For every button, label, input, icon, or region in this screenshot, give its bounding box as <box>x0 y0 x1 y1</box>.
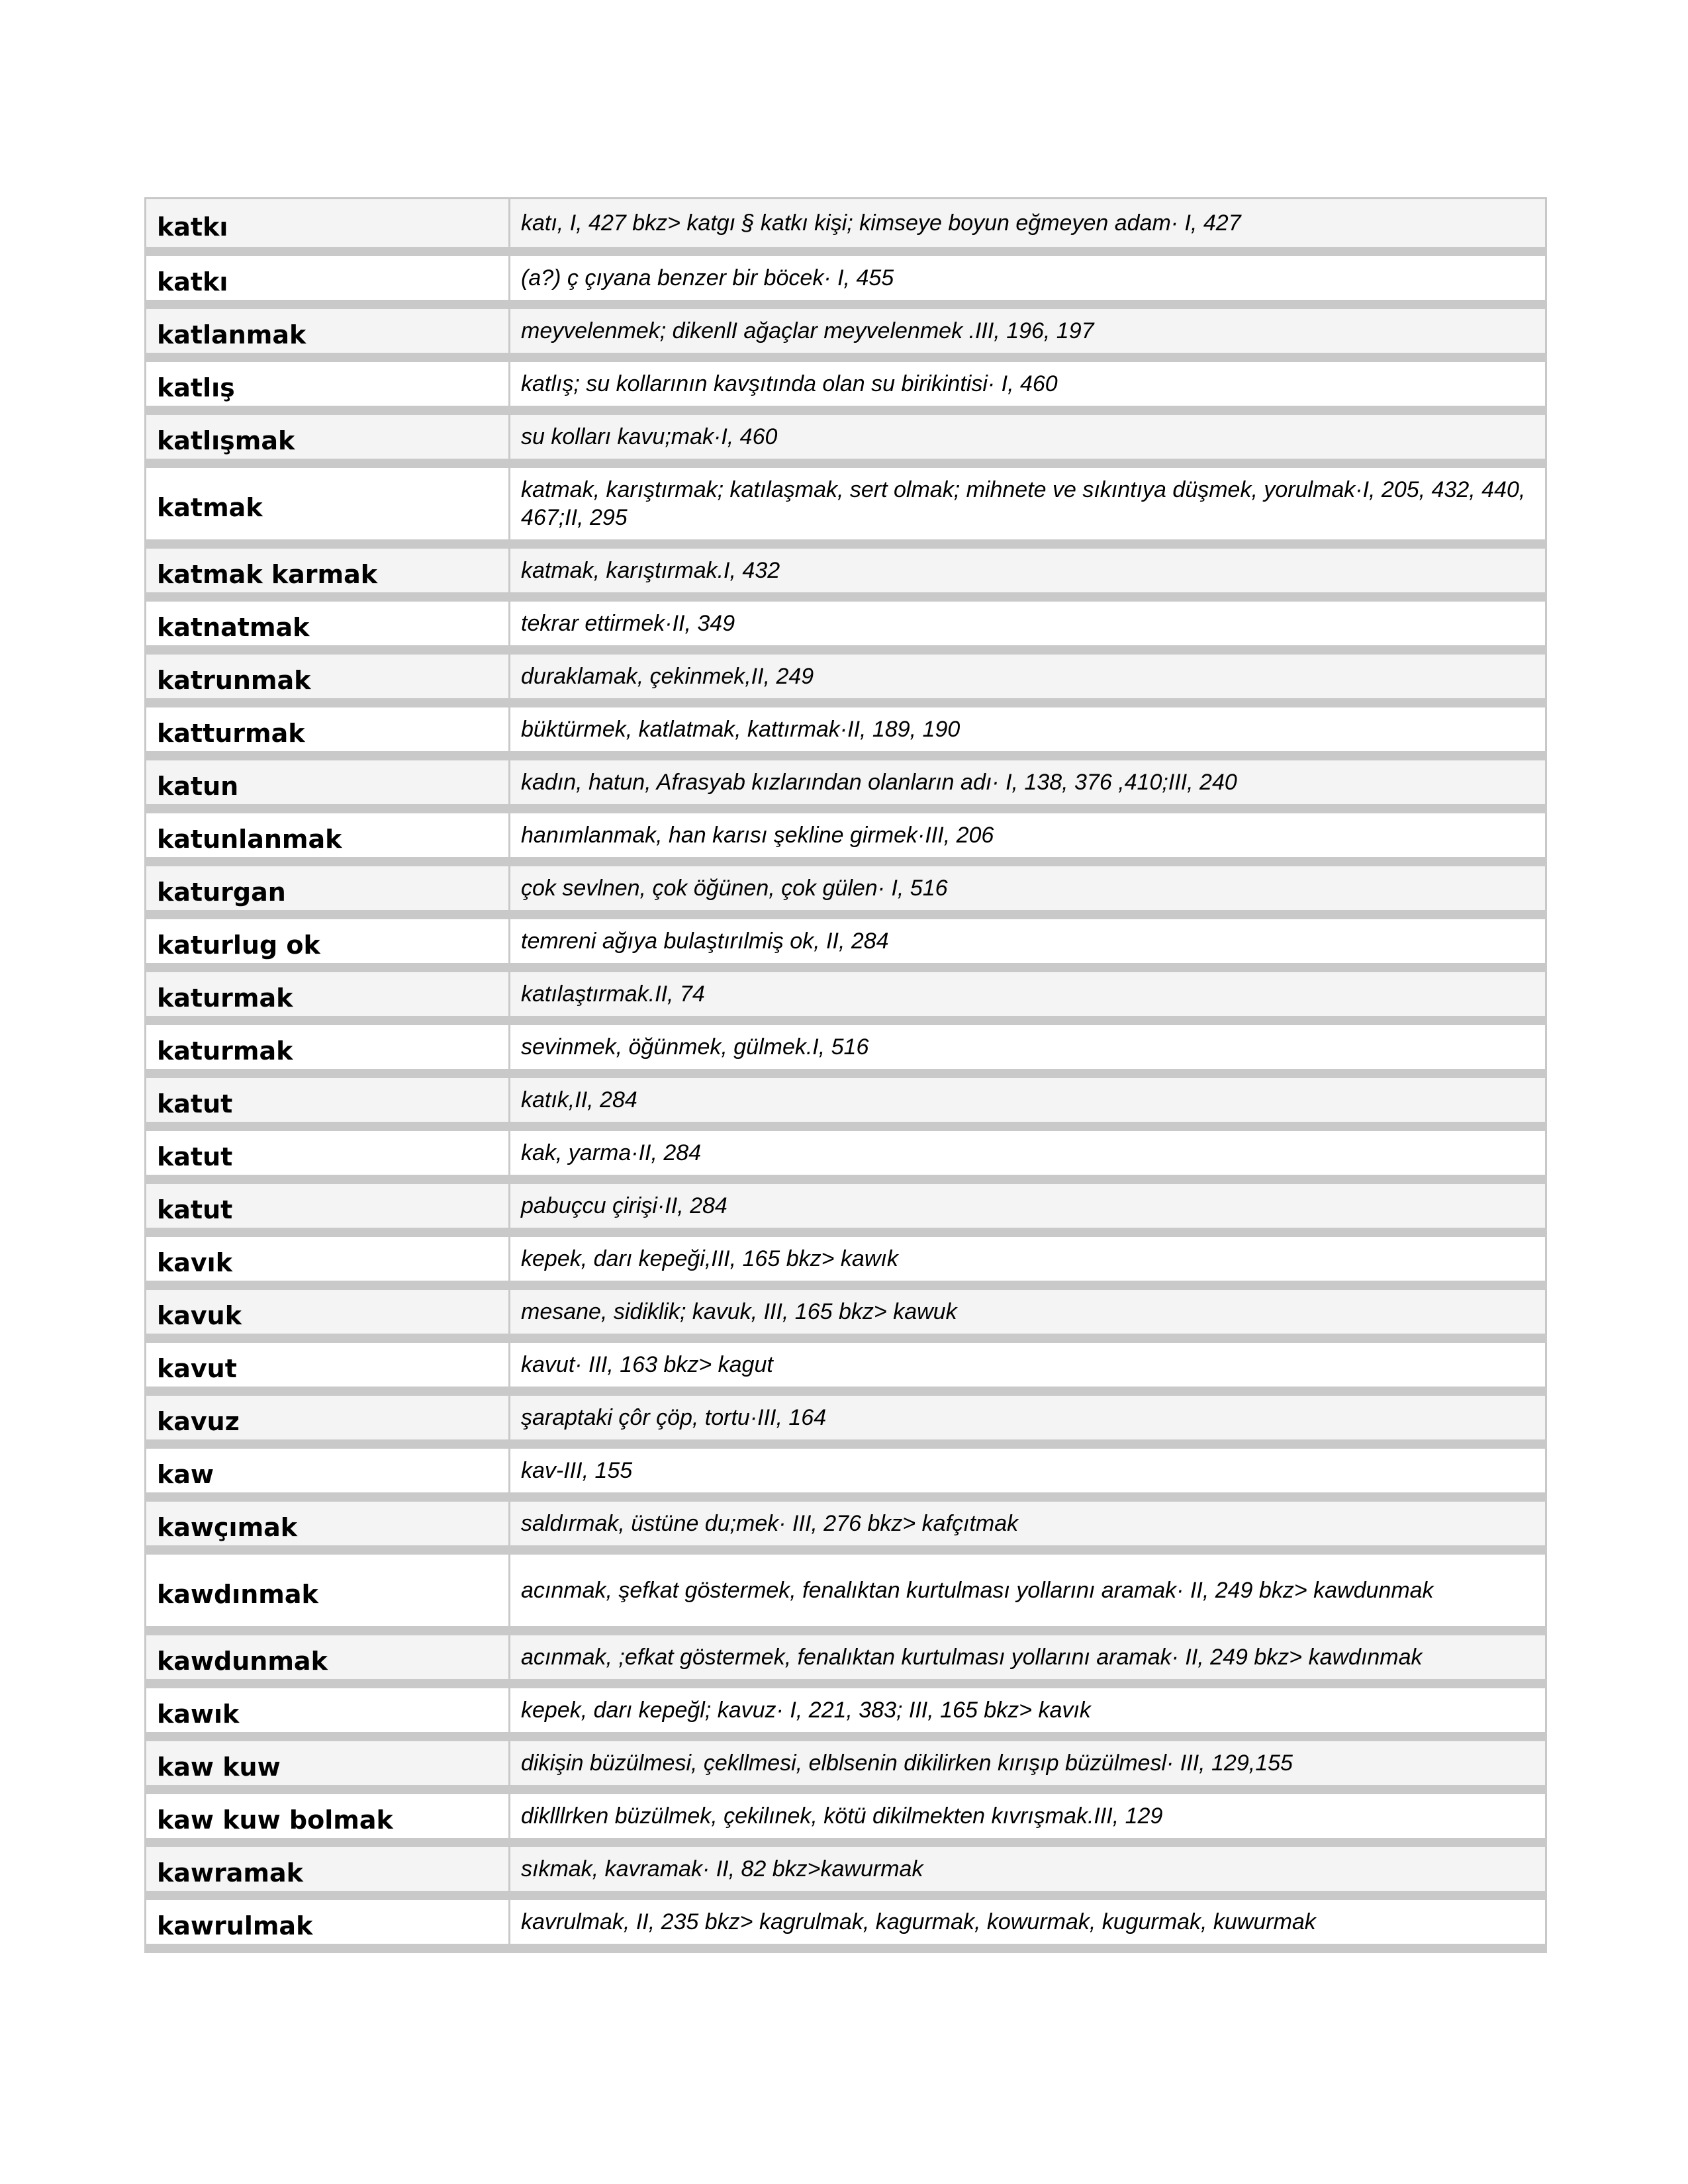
entry-definition: katmak, karıştırmak; katılaşmak, sert olmak; mihnete ve sıkıntıya düşmek, yorulmak·I, 205, 432, 440, 467;II, 295 <box>510 463 1546 544</box>
entry-definition: temreni ağıya bulaştırılmiş ok, II, 284 <box>510 915 1546 968</box>
entry-term: katut <box>146 1126 510 1179</box>
table-row <box>146 862 1546 915</box>
entry-definition: çok sevlnen, çok öğünen, çok gülen· I, 516 <box>510 862 1546 915</box>
entry-definition: duraklamak, çekinmek,II, 249 <box>510 650 1546 703</box>
entry-term: katut <box>146 1073 510 1126</box>
entry-definition: büktürmek, katlatmak, kattırmak·II, 189, 190 <box>510 703 1546 756</box>
table-row <box>146 1497 1546 1550</box>
entry-term: kawrulmak <box>146 1895 510 1948</box>
entry-term: katlış <box>146 357 510 410</box>
entry-term: kawdınmak <box>146 1550 510 1631</box>
table-row <box>146 597 1546 650</box>
entry-term: katlanmak <box>146 304 510 357</box>
entry-term: katmak karmak <box>146 544 510 597</box>
table-row <box>146 1843 1546 1895</box>
table-row <box>146 1550 1546 1631</box>
entry-term: katunlanmak <box>146 809 510 862</box>
entry-term: kaw kuw bolmak <box>146 1790 510 1843</box>
table-row <box>146 1895 1546 1948</box>
entry-term: katun <box>146 756 510 809</box>
entry-term: katturmak <box>146 703 510 756</box>
entry-definition: kavrulmak, II, 235 bkz> kagrulmak, kagurmak, kowurmak, kugurmak, kuwurmak <box>510 1895 1546 1948</box>
entry-definition: katı, I, 427 bkz> katgı § katkı kişi; kimseye boyun eğmeyen adam· I, 427 <box>510 199 1546 251</box>
table-row <box>146 756 1546 809</box>
table-row <box>146 1073 1546 1126</box>
entry-term: katkı <box>146 199 510 251</box>
entry-term: kaw <box>146 1444 510 1497</box>
entry-term: katurgan <box>146 862 510 915</box>
table-row <box>146 1790 1546 1843</box>
table-row <box>146 410 1546 463</box>
entry-term: kavık <box>146 1232 510 1285</box>
table-row <box>146 251 1546 304</box>
entry-definition: su kolları kavu;mak·I, 460 <box>510 410 1546 463</box>
entry-term: katlışmak <box>146 410 510 463</box>
entry-definition: diklllrken büzülmek, çekilınek, kötü dikilmekten kıvrışmak.III, 129 <box>510 1790 1546 1843</box>
entry-definition: saldırmak, üstüne du;mek· III, 276 bkz> kafçıtmak <box>510 1497 1546 1550</box>
entry-term: katurlug ok <box>146 915 510 968</box>
dictionary-page <box>144 197 1545 1953</box>
entry-term: katurmak <box>146 968 510 1021</box>
entry-definition: katmak, karıştırmak.I, 432 <box>510 544 1546 597</box>
entry-definition: katık,II, 284 <box>510 1073 1546 1126</box>
table-row <box>146 1338 1546 1391</box>
entry-definition: acınmak, ;efkat göstermek, fenalıktan kurtulması yollarını aramak· II, 249 bkz> kawdınmak <box>510 1631 1546 1684</box>
entry-definition: kadın, hatun, Afrasyab kızlarından olanların adı· I, 138, 376 ,410;III, 240 <box>510 756 1546 809</box>
entry-definition: kepek, darı kepeğl; kavuz· I, 221, 383; III, 165 bkz> kavık <box>510 1684 1546 1737</box>
entry-definition: şaraptaki çôr çöp, tortu·III, 164 <box>510 1391 1546 1444</box>
entry-definition: pabuçcu çirişi·II, 284 <box>510 1179 1546 1232</box>
table-row <box>146 199 1546 251</box>
entry-definition: kavut· III, 163 bkz> kagut <box>510 1338 1546 1391</box>
entry-term: kawçımak <box>146 1497 510 1550</box>
entry-definition: dikişin büzülmesi, çekllmesi, elblsenin dikilirken kırışıp büzülmesl· III, 129,155 <box>510 1737 1546 1790</box>
entry-definition: kepek, darı kepeği,III, 165 bkz> kawık <box>510 1232 1546 1285</box>
table-row <box>146 703 1546 756</box>
entry-term: kawık <box>146 1684 510 1737</box>
table-row <box>146 1391 1546 1444</box>
entry-term: katnatmak <box>146 597 510 650</box>
entry-definition: kav-III, 155 <box>510 1444 1546 1497</box>
table-row <box>146 915 1546 968</box>
table-row <box>146 1021 1546 1073</box>
entry-definition: hanımlanmak, han karısı şekline girmek·III, 206 <box>510 809 1546 862</box>
table-row <box>146 1737 1546 1790</box>
table-row <box>146 544 1546 597</box>
entry-term: katkı <box>146 251 510 304</box>
entry-definition: katlış; su kollarının kavşıtında olan su birikintisi· I, 460 <box>510 357 1546 410</box>
entry-definition: acınmak, şefkat göstermek, fenalıktan kurtulması yollarını aramak· II, 249 bkz> kawdunmak <box>510 1550 1546 1631</box>
table-row <box>146 1631 1546 1684</box>
table-row <box>146 1179 1546 1232</box>
entry-term: katut <box>146 1179 510 1232</box>
entry-term: kaw kuw <box>146 1737 510 1790</box>
table-row <box>146 968 1546 1021</box>
entry-term: kawdunmak <box>146 1631 510 1684</box>
table-row <box>146 1285 1546 1338</box>
entry-term: kavuk <box>146 1285 510 1338</box>
table-row <box>146 1126 1546 1179</box>
entry-term: kawramak <box>146 1843 510 1895</box>
table-row <box>146 1684 1546 1737</box>
entry-definition: sıkmak, kavramak· II, 82 bkz>kawurmak <box>510 1843 1546 1895</box>
entry-definition: katılaştırmak.II, 74 <box>510 968 1546 1021</box>
table-row <box>146 1444 1546 1497</box>
entry-definition: kak, yarma·II, 284 <box>510 1126 1546 1179</box>
entry-term: kavut <box>146 1338 510 1391</box>
table-row <box>146 809 1546 862</box>
entry-term: katurmak <box>146 1021 510 1073</box>
entry-term: katrunmak <box>146 650 510 703</box>
table-row <box>146 357 1546 410</box>
dictionary-table <box>144 197 1547 1953</box>
entry-term: katmak <box>146 463 510 544</box>
table-row <box>146 304 1546 357</box>
entry-definition: (a?) ç çıyana benzer bir böcek· I, 455 <box>510 251 1546 304</box>
entry-definition: tekrar ettirmek·II, 349 <box>510 597 1546 650</box>
table-row <box>146 1232 1546 1285</box>
entry-definition: mesane, sidiklik; kavuk, III, 165 bkz> kawuk <box>510 1285 1546 1338</box>
table-row <box>146 463 1546 544</box>
table-row <box>146 650 1546 703</box>
entry-term: kavuz <box>146 1391 510 1444</box>
entry-definition: sevinmek, öğünmek, gülmek.I, 516 <box>510 1021 1546 1073</box>
entry-definition: meyvelenmek; dikenlI ağaçlar meyvelenmek .III, 196, 197 <box>510 304 1546 357</box>
